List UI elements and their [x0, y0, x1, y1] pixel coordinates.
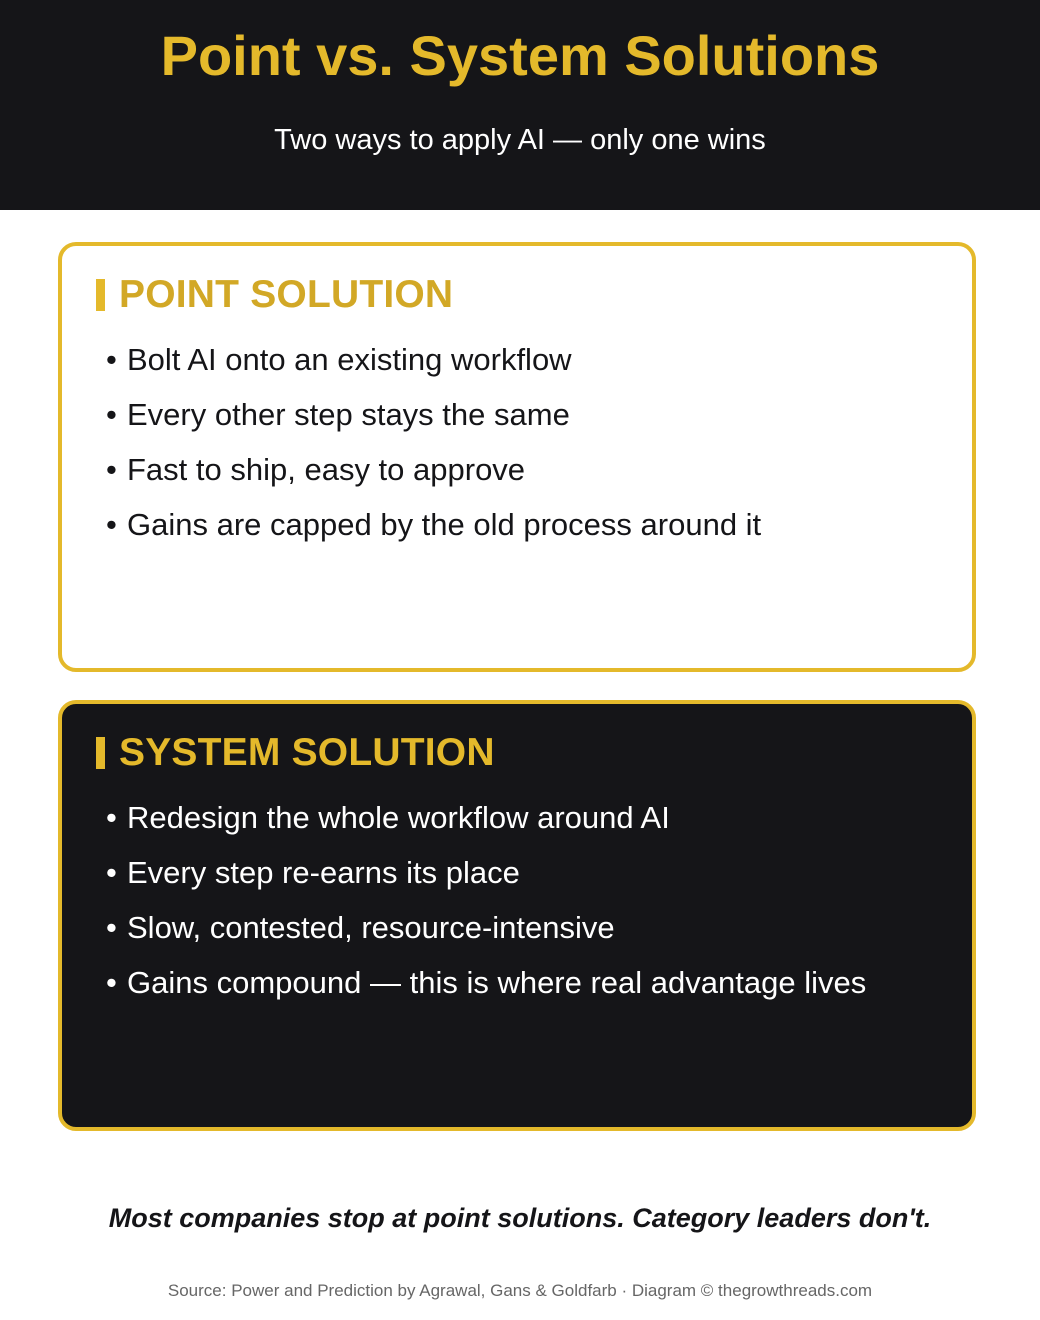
heading-accent-bar — [96, 737, 105, 769]
system-solution-heading-text: SYSTEM SOLUTION — [119, 731, 495, 774]
bullet-dot-icon: • — [106, 342, 117, 377]
system-solution-card — [58, 700, 976, 1131]
list-item — [106, 790, 866, 845]
list-item — [106, 845, 866, 900]
tagline: Most companies stop at point solutions. Category leaders don't. — [108, 1203, 932, 1233]
list-item-text: Slow, contested, resource-intensive — [127, 910, 615, 945]
list-item — [106, 442, 761, 497]
page-subtitle: Two ways to apply AI — only one wins — [274, 124, 766, 156]
system-solution-heading — [96, 728, 495, 778]
list-item — [106, 332, 761, 387]
bullet-dot-icon: • — [106, 800, 117, 835]
bullet-dot-icon: • — [106, 910, 117, 945]
list-item-text: Every other step stays the same — [127, 397, 570, 432]
point-solution-heading-text: POINT SOLUTION — [119, 273, 454, 316]
list-item-text: Gains compound — this is where real advantage lives — [127, 965, 867, 1000]
point-solution-card — [58, 242, 976, 672]
system-solution-list — [106, 790, 866, 1010]
bullet-dot-icon: • — [106, 507, 117, 542]
header-banner — [0, 0, 1040, 210]
bullet-dot-icon: • — [106, 965, 117, 1000]
point-solution-heading — [96, 270, 453, 320]
list-item — [106, 900, 866, 955]
bullet-dot-icon: • — [106, 855, 117, 890]
point-solution-list — [106, 332, 761, 552]
list-item — [106, 497, 761, 552]
list-item — [106, 955, 866, 1010]
bullet-dot-icon: • — [106, 397, 117, 432]
list-item-text: Every step re-earns its place — [127, 855, 520, 890]
page-title: Point vs. System Solutions — [160, 24, 880, 87]
list-item-text: Bolt AI onto an existing workflow — [127, 342, 572, 377]
list-item-text: Gains are capped by the old process around it — [127, 507, 762, 542]
list-item — [106, 387, 761, 442]
heading-accent-bar — [96, 279, 105, 311]
bullet-dot-icon: • — [106, 452, 117, 487]
list-item-text: Fast to ship, easy to approve — [127, 452, 526, 487]
list-item-text: Redesign the whole workflow around AI — [127, 800, 670, 835]
source-credit: Source: Power and Prediction by Agrawal, Gans & Goldfarb · Diagram © thegrowthreads.com — [167, 1281, 873, 1300]
